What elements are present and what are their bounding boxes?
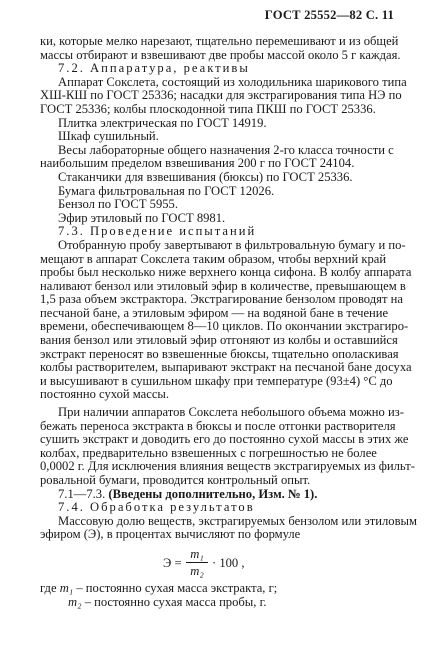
amendment-text: (Введены дополнительно, Изм. № 1). bbox=[108, 486, 318, 501]
text-line: Массовую долю веществ, экстрагируемых бензолом или этиловым bbox=[58, 513, 417, 528]
formula-numerator: m₁ bbox=[190, 546, 204, 561]
text-line: массы отбирают и взвешивают две пробы массой около 5 г каждая. bbox=[40, 47, 401, 62]
text-line: Аппарат Сокслета, состоящий из холодильника шарикового типа bbox=[58, 74, 407, 89]
text-line: Эфир этиловый по ГОСТ 8981. bbox=[58, 210, 226, 225]
var-m1-definition: – постоянно сухая масса экстракта, г; bbox=[76, 580, 278, 595]
text-line: песчаной бане, а этиловым эфиром — на водяной бане в течение bbox=[40, 305, 389, 320]
text-line: наливают бензол или этиловый эфир в количестве, превышающем в bbox=[40, 278, 406, 293]
text-line: сушить экстракт и доводить его до постоянно сухой массы в этих же bbox=[40, 432, 409, 447]
text-line: Отобранную пробу завертывают в фильтровальную бумагу и по- bbox=[58, 237, 406, 252]
formula-rhs: · 100 , bbox=[212, 555, 245, 570]
var-m1: m₁ bbox=[59, 580, 74, 595]
variable-definition bbox=[40, 596, 398, 610]
where-label: где bbox=[40, 580, 57, 595]
fraction-bar bbox=[186, 562, 208, 563]
formula bbox=[40, 544, 398, 582]
text-line: Шкаф сушильный. bbox=[58, 129, 159, 144]
variable-definition bbox=[40, 582, 398, 596]
text-line: Стаканчики для взвешивания (бюксы) по ГОСТ 25336. bbox=[58, 169, 353, 184]
var-m2-definition: – постоянно сухая масса пробы, г. bbox=[84, 594, 267, 609]
text-line: ГОСТ 25336; колбы плоскодонной типа ПКШ по ГОСТ 25336. bbox=[40, 101, 376, 116]
text-line: Бензол по ГОСТ 5955. bbox=[58, 197, 179, 212]
text-line: пробы был несколько ниже верхнего конца сифона. В колбу аппарата bbox=[40, 265, 412, 280]
page-header: ГОСТ 25552—82 С. 11 bbox=[264, 8, 394, 22]
text-line: времени, обеспечивающем 8—10 циклов. По окончании экстрагиро- bbox=[40, 319, 409, 334]
section-heading: 7.3. Проведение испытаний bbox=[58, 224, 257, 239]
text-line: бежать переноса экстракта в бюксы и после отгонки растворителя bbox=[40, 418, 396, 433]
section-heading: 7.2. Аппаратура, реактивы bbox=[58, 61, 250, 76]
formula-denominator: m₂ bbox=[190, 563, 204, 578]
text-line: 1,5 раза объем экстрактора. Экстрагирование бензолом проводят на bbox=[40, 292, 403, 307]
text-line: При наличии аппаратов Сокслета небольшого объема можно из- bbox=[58, 405, 404, 420]
text-line: постоянно сухой массы. bbox=[40, 387, 170, 402]
amendment-note bbox=[40, 488, 398, 502]
section-heading: 7.4. Обработка результатов bbox=[58, 500, 255, 515]
text-line: Бумага фильтровальная по ГОСТ 12026. bbox=[58, 183, 275, 198]
document-body bbox=[40, 34, 417, 609]
text-line: вания бензол или этиловый эфир отгоняют из колбы и оставшийся bbox=[40, 333, 398, 348]
text-line: мещают в аппарат Сокслета таким образом, чтобы верхний край bbox=[40, 251, 387, 266]
formula-fraction bbox=[186, 547, 208, 578]
text-line: 0,0002 г. Для исключения влияния веществ экстрагируемых из фильт- bbox=[40, 459, 415, 474]
text-line: Весы лабораторные общего назначения 2-го класса точности с bbox=[58, 142, 394, 157]
text-line: ки, которые мелко нарезают, тщательно перемешивают и из общей bbox=[40, 34, 399, 48]
var-m2: m₂ bbox=[68, 594, 82, 609]
text-line: ХШ-КШ по ГОСТ 25336; насадки для экстрагирования типа НЭ по bbox=[40, 88, 402, 103]
text-line: колбах, предварительно взвешенных с погрешностью не более bbox=[40, 445, 377, 460]
text-line: ровальной бумаги, проводится контрольный опыт. bbox=[40, 473, 311, 487]
text-line: наибольшим пределом взвешивания 200 г по ГОСТ 24104. bbox=[40, 156, 355, 171]
text-line: и высушивают в сушильном шкафу при температуре (93±4) °С до bbox=[40, 373, 393, 388]
formula-lhs: Э = bbox=[163, 555, 182, 570]
text-line: Плитка электрическая по ГОСТ 14919. bbox=[58, 115, 267, 130]
section-range: 7.1—7.3. bbox=[58, 486, 106, 501]
text-line: экстракт переносят во взвешенные бюксы, тщательно ополаскивая bbox=[40, 346, 399, 361]
text-line: эфиром (Э), в процентах вычисляют по формуле bbox=[40, 527, 301, 542]
text-line: колбы растворителем, выпаривают экстракт на песчаной бане досуха bbox=[40, 360, 412, 375]
